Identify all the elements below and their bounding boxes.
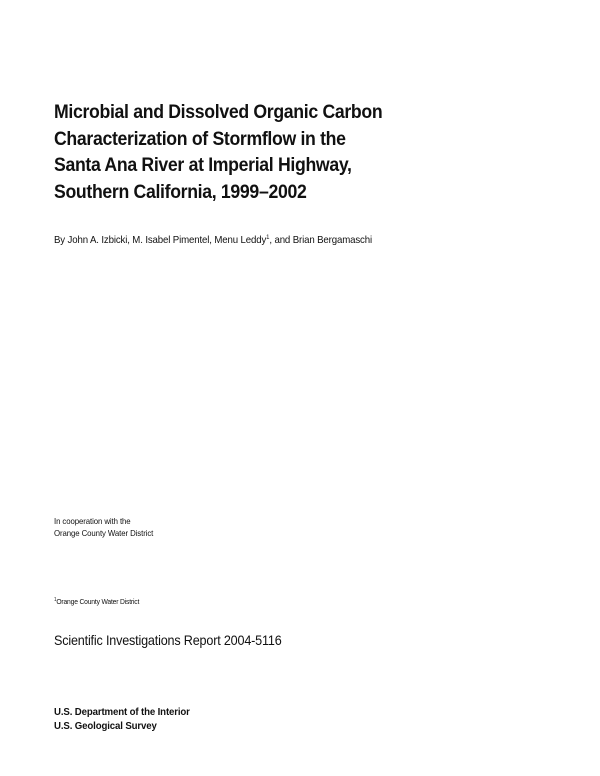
footnote-text: Orange County Water District	[56, 597, 140, 606]
report-series: Scientific Investigations Report 2004-5116	[54, 632, 282, 648]
title-line-2: Characterization of Stormflow in the	[54, 128, 346, 150]
author-footnote-mark: 1	[266, 234, 270, 241]
footnote	[54, 597, 139, 607]
survey-name: U.S. Geological Survey	[54, 720, 157, 732]
footnote-mark: 1	[54, 597, 57, 603]
authors-text-after: , and Brian Bergamaschi	[269, 234, 372, 246]
title-line-1: Microbial and Dissolved Organic Carbon	[54, 102, 383, 123]
authors-text-before: By John A. Izbicki, M. Isabel Pimentel, Menu Leddy	[54, 234, 267, 246]
author-line	[54, 233, 372, 247]
cooperation-line-1: In cooperation with the	[54, 516, 131, 526]
cooperation-statement	[54, 515, 153, 539]
department-name: U.S. Department of the Interior	[54, 706, 190, 718]
cooperation-line-2: Orange County Water District	[54, 528, 154, 538]
title-line-3: Santa Ana River at Imperial Highway,	[54, 155, 352, 176]
report-title	[54, 100, 445, 206]
title-line-4: Southern California, 1999–2002	[54, 181, 307, 203]
agency-block	[54, 705, 190, 733]
